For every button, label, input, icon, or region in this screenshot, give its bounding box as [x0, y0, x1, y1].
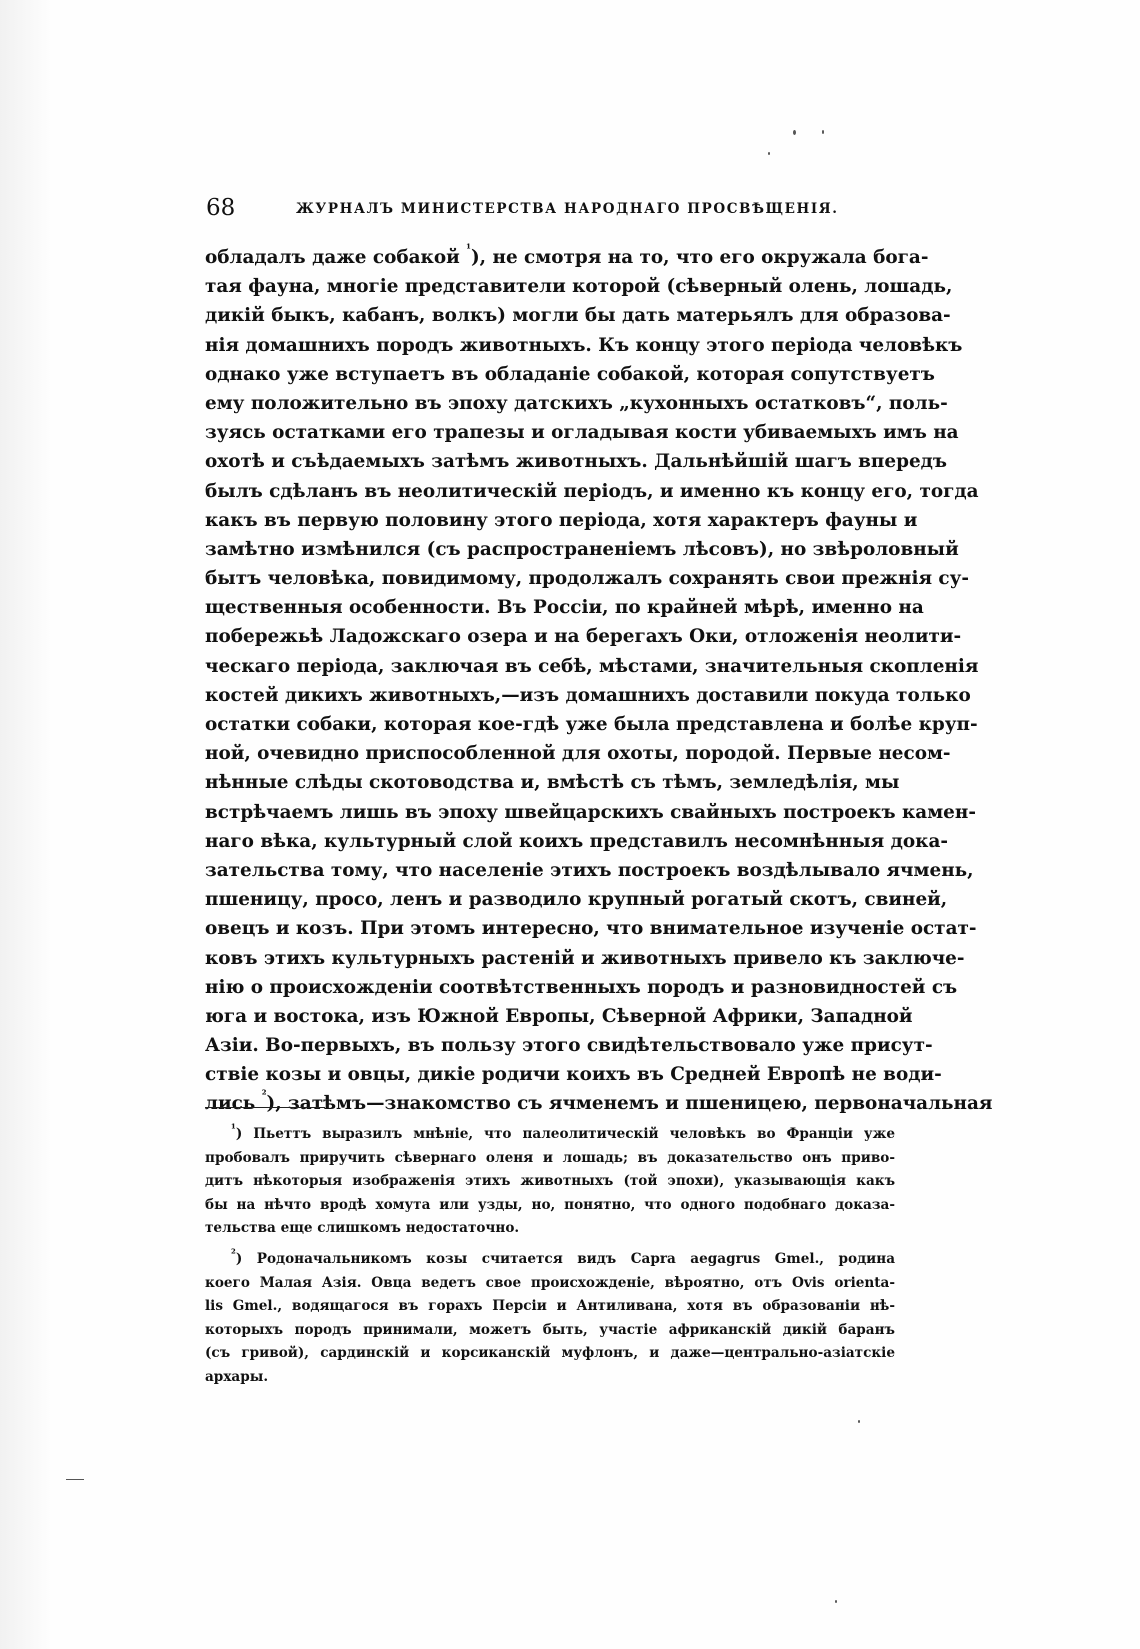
body-line: пшеницу, просо, ленъ и разводило крупный рогатый скотъ, свиней,	[205, 889, 948, 911]
body-line: замѣтно измѣнился (съ распространеніемъ лѣсовъ), но звѣроловный	[205, 538, 959, 560]
running-head: ЖУРНАЛЪ МИНИСТЕРСТВА НАРОДНАГО ПРОСВѢЩЕНІЯ.	[296, 201, 839, 217]
footnote-line: архары.	[205, 1368, 269, 1385]
body-line: щественныя особенности. Въ Россіи, по крайней мѣрѣ, именно на	[205, 597, 924, 619]
footnote-line: пробовалъ приручить сѣвернаго оленя и лошадь; въ доказательство онъ приво-	[205, 1149, 895, 1166]
body-line: ему положительно въ эпоху датскихъ „кухонныхъ остатковъ“, поль-	[205, 392, 948, 414]
body-text	[205, 242, 993, 1119]
footnotes	[205, 1123, 895, 1390]
body-line: однако уже вступаетъ въ обладаніе собакой, которая сопутствуетъ	[205, 363, 935, 385]
body-line: дикій быкъ, кабанъ, волкъ) могли бы дать матерьялъ для образова-	[205, 305, 951, 327]
body-line: былъ сдѣланъ въ неолитическій періодъ, и именно къ концу его, тогда	[205, 480, 979, 502]
footnote-line: которыхъ породъ принимали, можетъ быть, участіе африканскій дикій баранъ	[205, 1321, 895, 1338]
footnote-line: $^{^2}$) Родоначальникомъ козы считается видъ Capra aegagrus Gmel., родина	[231, 1246, 895, 1267]
body-line: зательства тому, что населеніе этихъ построекъ воздѣлывало ячмень,	[205, 859, 974, 881]
footnote-line: коего Малая Азія. Овца ведетъ свое происхожденіе, вѣроятно, отъ Ovis orienta-	[205, 1274, 895, 1291]
scan-speck	[835, 1600, 837, 1603]
body-line: бытъ человѣка, повидимому, продолжалъ сохранять свои прежнія су-	[205, 568, 970, 590]
scan-edge-shadow	[0, 0, 52, 1649]
scan-speck	[822, 130, 824, 134]
body-line: ческаго періода, заключая въ себѣ, мѣстами, значительныя скопленія	[205, 655, 979, 677]
footnote-1	[205, 1123, 895, 1241]
body-line: ствіе козы и овцы, дикіе родичи коихъ въ Средней Европѣ не води-	[205, 1064, 942, 1086]
scan-speck	[793, 130, 796, 135]
footnote-line: lis Gmel., водящагося въ горахъ Персіи и Антиливана, хотя въ образованіи нѣ-	[205, 1298, 895, 1315]
body-line: ковъ этихъ культурныхъ растеній и животныхъ привело къ заключе-	[205, 947, 965, 969]
body-line: встрѣчаемъ лишь въ эпоху швейцарскихъ свайныхъ построекъ камен-	[205, 801, 976, 823]
footnote-rule	[205, 1107, 325, 1108]
body-line: костей дикихъ животныхъ,—изъ домашнихъ доставили покуда только	[205, 684, 971, 706]
scan-speck	[858, 1420, 860, 1423]
page-number: 68	[206, 195, 236, 221]
body-line: лись $^{^2}$), затѣмъ—знакомство съ ячменемъ и пшеницею, первоначальная	[205, 1088, 993, 1115]
body-line: остатки собаки, которая кое-гдѣ уже была представлена и болѣе круп-	[205, 714, 978, 735]
body-line: какъ въ первую половину этого періода, хотя характеръ фауны и	[205, 509, 918, 531]
page-header	[206, 194, 886, 224]
body-line: нію о происхожденіи соотвѣтственныхъ породъ и разновидностей съ	[205, 976, 958, 998]
body-line: тая фауна, многіе представители которой (сѣверный олень, лошадь,	[205, 276, 953, 298]
footnote-line: (съ гривой), сардинскій и корсиканскій муфлонъ, и даже—центрально-азіатскіе	[205, 1345, 895, 1362]
scan-speck	[768, 152, 770, 155]
scan-speck	[66, 1479, 84, 1480]
body-line: охотѣ и съѣдаемыхъ затѣмъ животныхъ. Дальнѣйшій шагъ впередъ	[205, 451, 948, 473]
body-line: побережьѣ Ладожскаго озера и на берегахъ Оки, отложенія неолити-	[205, 626, 962, 648]
body-line: ной, очевидно приспособленной для охоты, породой. Первые несом-	[205, 743, 951, 765]
footnote-line: бы на нѣчто вродѣ хомута или узды, но, понятно, что одного подобнаго доказа-	[205, 1196, 895, 1213]
body-line: обладалъ даже собакой $^{^1}$), не смотря на то, что его окружала бога-	[205, 242, 929, 268]
body-line: наго вѣка, культурный слой коихъ представилъ несомнѣнныя дока-	[205, 830, 949, 852]
footnote-line: тельства еще слишкомъ недостаточно.	[205, 1220, 520, 1237]
body-line: овецъ и козъ. При этомъ интересно, что внимательное изученіе остат-	[205, 918, 977, 940]
footnote-line: дитъ нѣкоторыя изображенія этихъ животныхъ (той эпохи), указывающія какъ	[205, 1173, 895, 1190]
body-line: Азіи. Во-первыхъ, въ пользу этого свидѣтельствовало уже присут-	[205, 1035, 933, 1057]
footnote-2	[205, 1248, 895, 1390]
body-line: зуясь остатками его трапезы и огладывая кости убиваемыхъ имъ на	[205, 422, 959, 444]
body-line: нѣнные слѣды скотоводства и, вмѣстѣ съ тѣмъ, земледѣлія, мы	[205, 772, 900, 794]
footnote-gap	[205, 1241, 895, 1248]
body-line: нія домашнихъ породъ животныхъ. Къ концу этого періода человѣкъ	[205, 334, 963, 356]
body-line: юга и востока, изъ Южной Европы, Сѣверной Африки, Западной	[205, 1005, 913, 1027]
footnote-line: $^{^1}$) Пьеттъ выразилъ мнѣніе, что палеолитическій человѣкъ во Франціи уже	[231, 1122, 895, 1142]
